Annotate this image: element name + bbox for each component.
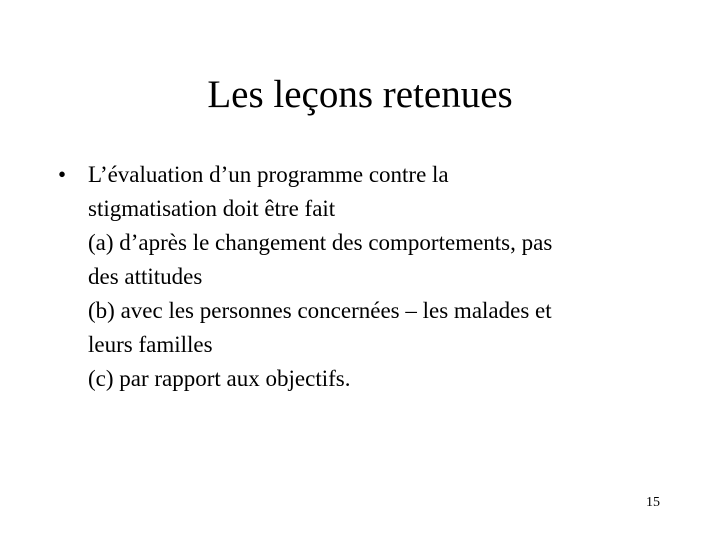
bullet-list — [58, 158, 678, 396]
slide-title: Les leçons retenues — [207, 73, 513, 116]
bullet-marker: • — [58, 162, 67, 187]
bullet-line-5: (b) avec les personnes concernées – les malades et — [88, 298, 552, 323]
bullet-line-4: des attitudes — [88, 264, 203, 289]
bullet-line-1: L’évaluation d’un programme contre la — [88, 162, 449, 187]
bullet-line-6: leurs familles — [88, 332, 213, 357]
bullet-line-7: (c) par rapport aux objectifs. — [88, 366, 351, 391]
page-number: 15 — [646, 495, 660, 510]
bullet-item — [58, 158, 678, 396]
bullet-line-3: (a) d’après le changement des comportements, pas — [88, 230, 553, 255]
bullet-line-2: stigmatisation doit être fait — [88, 196, 336, 221]
